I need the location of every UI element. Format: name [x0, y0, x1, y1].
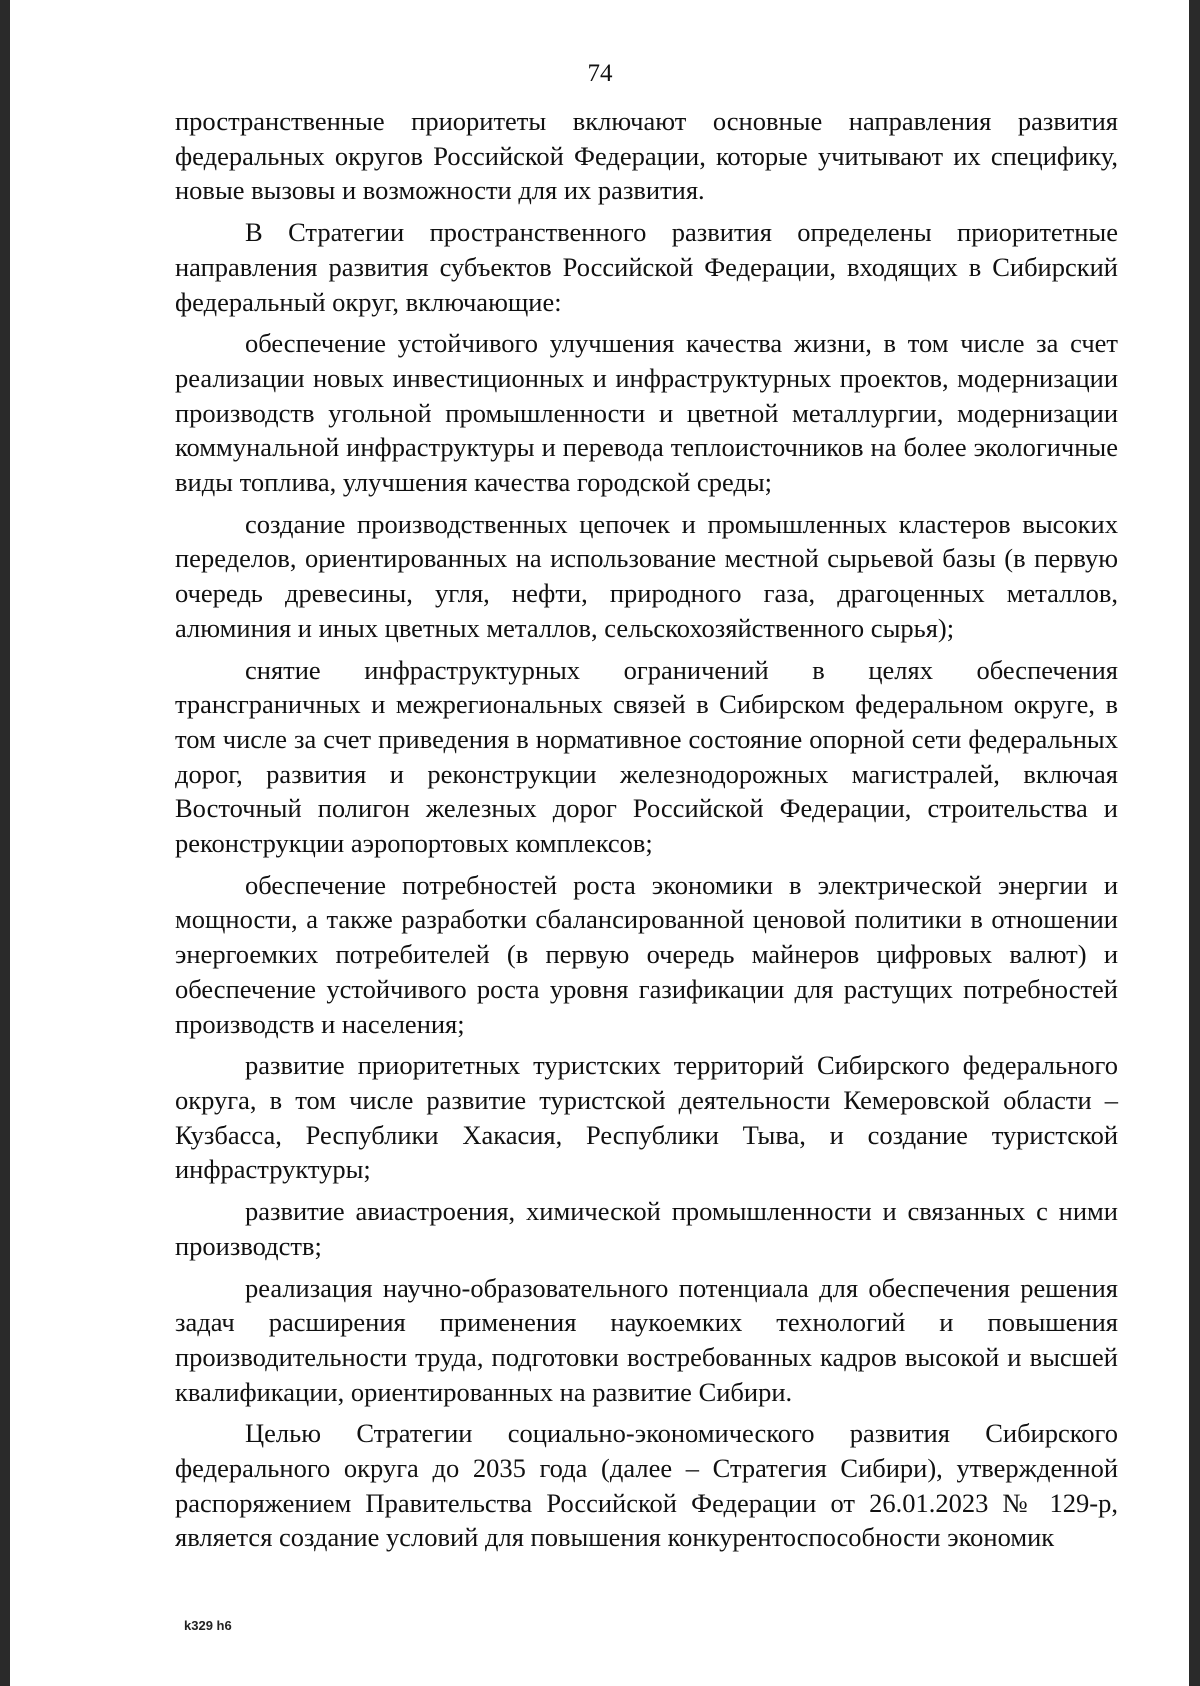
footer-code: k329 h6 [184, 1618, 232, 1633]
paragraph-siberia-strategy-goal: Целью Стратегии социально-экономического развития Сибирского федерального округа до 2035 года (далее – Стратегия Сибири), утвержденной распоряжением Правительства Российской Федерации от 26.01.2023 № 129-р, является создание условий для повышения конкурентоспособности экономик [175, 1418, 1118, 1553]
scan-border-left [0, 0, 10, 1686]
list-item-energy: обеспечение потребностей роста экономики в электрической энергии и мощности, а также разработки сбалансированной ценовой политики в отношении энергоемких потребителей (в первую очередь майнеров цифровых валют) и обеспечение устойчивого роста уровня газификации для растущих потребностей производств и населения; [175, 869, 1118, 1039]
list-item-education: реализация научно-образовательного потенциала для обеспечения решения задач расширения применения наукоемких технологий и повышения производительности труда, подготовки востребованных кадров высокой и высшей квалификации, ориентированных на развитие Сибири. [175, 1272, 1118, 1407]
list-item-infrastructure: снятие инфраструктурных ограничений в целях обеспечения трансграничных и межрегиональных связей в Сибирском федеральном округе, в том числе за счет приведения в нормативное состояние опорной сети федеральных дорог, развития и реконструкции железнодорожных магистралей, включая Восточный полигон железных дорог Российской Федерации, строительства и реконструкции аэропортовых комплексов; [175, 654, 1118, 859]
document-body [175, 104, 1118, 1555]
scan-border-right [1189, 0, 1200, 1686]
page-number: 74 [587, 60, 613, 87]
list-item-tourism: развитие приоритетных туристских территорий Сибирского федерального округа, в том числе развитие туристской деятельности Кемеровской области – Кузбасса, Республики Хакасия, Республики Тыва, и создание туристской инфраструктуры; [175, 1050, 1118, 1185]
list-item-quality-of-life: обеспечение устойчивого улучшения качества жизни, в том числе за счет реализации новых инвестиционных и инфраструктурных проектов, модернизации производств угольной промышленности и цветной металлургии, модернизации коммунальной инфраструктуры и перевода теплоисточников на более экологичные виды топлива, улучшения качества городской среды; [175, 328, 1118, 498]
paragraph-strategy-intro: В Стратегии пространственного развития определены приоритетные направления развития субъектов Российской Федерации, входящих в Сибирский федеральный округ, включающие: [175, 217, 1118, 317]
list-item-aviation: развитие авиастроения, химической промышленности и связанных с ними производств; [175, 1196, 1118, 1261]
list-item-production-chains: создание производственных цепочек и промышленных кластеров высоких переделов, ориентированных на использование местной сырьевой базы (в первую очередь древесины, угля, нефти, природного газа, драгоценных металлов, алюминия и иных цветных металлов, сельскохозяйственного сырья); [175, 508, 1118, 643]
paragraph-continuation: пространственные приоритеты включают основные направления развития федеральных округов Российской Федерации, которые учитывают их специфику, новые вызовы и возможности для их развития. [175, 106, 1118, 206]
